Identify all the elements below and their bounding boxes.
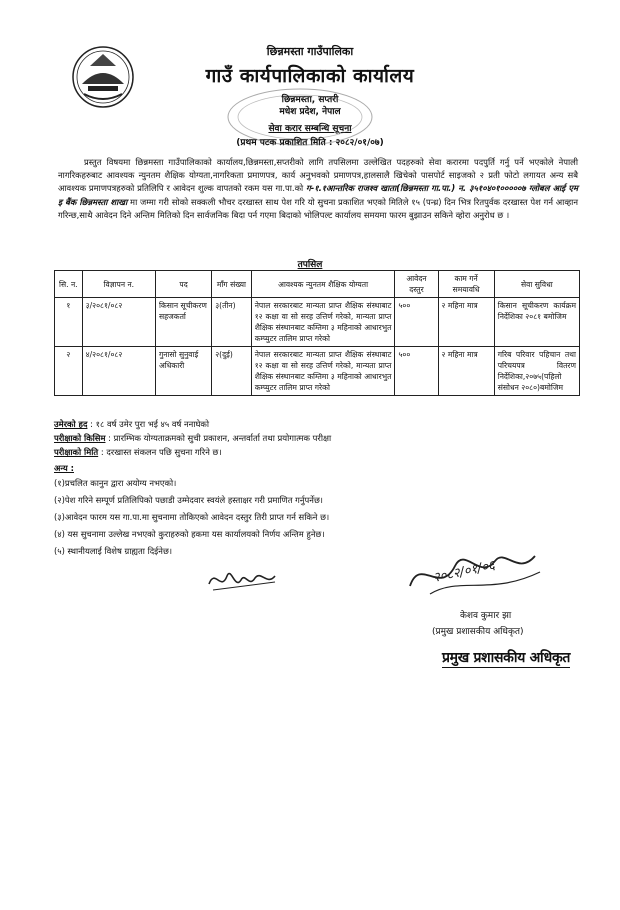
- officer-name: केशव कुमार झा: [460, 611, 512, 621]
- other-heading: [54, 462, 584, 474]
- list-item: (४) यस सुचनामा उल्लेख नभएको कुराहरुको हकमा यस कार्यालयको निर्णय अन्तिम हुनेछ।: [54, 529, 325, 539]
- exam-date-text: : दरखास्त संकलन पछि सुचना गरिने छ।: [98, 447, 222, 457]
- office-title: गाउँ कार्यपालिकाको कार्यालय: [205, 65, 415, 87]
- list-item: (५) स्थानीयलाई विशेष ग्राह्यता दिईनेछ।: [54, 546, 172, 556]
- col-header-fee: आवेदन दस्तुर: [395, 271, 438, 298]
- col-header-duration: काम गर्ने समयावधि: [438, 271, 494, 298]
- bank-account-text: ग-१.१आन्तरिक राजश्व खाता(छिन्नमस्ता गा.पा.) न. ३५१०४०१०००००७ ग्लोबल आई एम इ बैंक छिन्नमस्ता शाखा: [58, 183, 578, 207]
- col-header-post: पद: [155, 271, 211, 298]
- office-address: छिन्नमस्ता, सप्तरी: [281, 95, 339, 105]
- exam-date-line: [54, 446, 584, 458]
- age-limit-line: [54, 418, 584, 430]
- table-row: [55, 298, 580, 347]
- cell-ad-no: ३/२०८१/०८२: [82, 298, 155, 347]
- table-header-row: [55, 271, 580, 298]
- table-title: तपसिल: [297, 260, 323, 270]
- list-item: (१)प्रचलित कानुन द्वारा अयोग्य नभएको।: [54, 478, 177, 488]
- cell-duration: २ महिना मात्र: [438, 298, 494, 347]
- cell-post: गुनासो सुनुवाई अधिकारी: [155, 347, 211, 396]
- body-text-part1: प्रस्तुत विषयमा छिन्नमस्ता गाउँपालिकाको कार्यालय,छिन्नमस्ता,सप्तरीको लागि तपसिलमा उल्लेखित पदहरुको सेवा करारमा पदपुर्ति गर्नु पर्ने भएकोले नेपाली नागरिकहरुबाट आवश्यक न्युनतम शैक्षिक योग्यता,नागरिकता प्रमाणपत्र, कार्य अनुभवको प्रमाणपत्र,हालसालै खिचेको पासपोर्ट साइजको २ प्रती फोटो लगायत अन्य सबै आवश्यक प्रमाणपत्रहरुको प्रतिलिपि र आवेदन शुल्क वापतको रकम यस गा.पा.को: [58, 157, 578, 194]
- cell-demand: ३(तीन): [212, 298, 252, 347]
- age-limit-label: उमेरको हद: [54, 419, 88, 429]
- col-header-ad-no: विज्ञापन न.: [82, 271, 155, 298]
- cell-facility: गरिब परिवार पहिचान तथा परिचयपत्र वितरण निर्देशिका,२०७५(पहिलो संसोधन २०८०)बमोजिम: [494, 347, 579, 396]
- initial-signature-icon: [205, 562, 285, 598]
- cell-fee: ५००: [395, 298, 438, 347]
- cell-qualification: नेपाल सरकारबाट मान्यता प्राप्त शैक्षिक संस्थाबाट १२ कक्षा वा सो सरह उत्तिर्ण गरेको, मान्यता प्राप्त शैक्षिक संस्थानबाट कम्तिमा ३ महिनाको आधारभुत कम्प्युटर तालिम प्राप्त गरेको: [251, 347, 395, 396]
- other-label: अन्य :: [54, 463, 74, 473]
- cell-qualification: नेपाल सरकारबाट मान्यता प्राप्त शैक्षिक संस्थाबाट १२ कक्षा वा सो सरह उत्तिर्ण गरेको, मान्यता प्राप्त शैक्षिक संस्थानबाट कम्तिमा ३ महिनाको आधारभुत कम्प्युटर तालिम प्राप्त गरेको: [251, 298, 395, 347]
- table-row: [55, 347, 580, 396]
- exam-date-label: परीक्षाको मिति: [54, 447, 99, 457]
- notice-subject: सेवा करार सम्बन्धि सूचना: [268, 124, 352, 134]
- cell-post: किसान सूचीकरण सहजकर्ता: [155, 298, 211, 347]
- age-limit-text: : १८ वर्ष उमेर पुरा भई ४५ वर्ष ननाघेको: [87, 419, 210, 429]
- cell-duration: २ महिना मात्र: [438, 347, 494, 396]
- handwritten-date: २०८२/०१/०६: [431, 558, 497, 586]
- designation-stamp: प्रमुख प्रशासकीय अधिकृत: [442, 650, 571, 666]
- col-header-qualification: आवश्यक न्युनतम शैक्षिक योग्यता: [251, 271, 395, 298]
- col-header-facility: सेवा सुविधा: [494, 271, 579, 298]
- cell-sn: १: [55, 298, 83, 347]
- cell-fee: ५००: [395, 347, 438, 396]
- cell-facility: किसान सूचीकरण कार्यक्रम निर्देशिका २०८१ बमोजिम: [494, 298, 579, 347]
- list-item: (२)पेश गरिने सम्पूर्ण प्रतिलिपिको पछाडी उम्मेदवार स्वयंले हस्ताक्षर गरी प्रमाणित गर्नुपर्नेछ।: [54, 495, 323, 505]
- exam-type-line: [54, 432, 584, 444]
- exam-type-label: परीक्षाको किसिम: [54, 433, 106, 443]
- cell-sn: २: [55, 347, 83, 396]
- vacancy-table: [54, 270, 580, 396]
- col-header-demand: माँग संख्या: [212, 271, 252, 298]
- col-header-sn: सि. न.: [55, 271, 83, 298]
- office-seal-stamp-icon: [225, 86, 375, 148]
- office-province: मधेश प्रदेश, नेपाल: [279, 107, 341, 117]
- notice-body: [58, 156, 578, 222]
- officer-designation: (प्रमुख प्रशासकीय अधिकृत): [432, 627, 524, 637]
- cell-ad-no: ४/२०८१/०८२: [82, 347, 155, 396]
- body-text-part2: मा जम्मा गरी सोको सक्कली भौचर दरखास्त साथ पेश गरि यो सुचना प्रकाशित भएको मितिले १५ (पन्ध्र) दिन भित्र रितपुर्वक दरखास्त पेश गर्न आव्हान गरिन्छ,साथै आवेदन दिने अन्तिम मितिको दिन सार्वजनिक बिदा पर्न गएमा बिदाको भोलिपल्ट कार्यालय समयमा फारम बुझाउन सकिने व्होरा अनुरोध छ ।: [58, 196, 579, 220]
- list-item: (३)आवेदन फारम यस गा.पा.मा सुचनामा तोकिएको आवेदन दस्तुर तिरी प्राप्त गर्न सकिने छ।: [54, 512, 330, 522]
- officer-signature-icon: [400, 536, 550, 606]
- cell-demand: २(दुई): [212, 347, 252, 396]
- exam-type-text: : प्रारम्भिक योग्यताक्रमको सुची प्रकाशन, अन्तर्वार्ता तथा प्रयोगात्मक परीक्षा: [105, 433, 332, 443]
- publish-date-note: (प्रथम पटक प्रकाशित मिति : २०८२/०१/०७): [236, 138, 384, 148]
- municipality-name: छिन्नमस्ता गाउँपालिका: [266, 45, 354, 58]
